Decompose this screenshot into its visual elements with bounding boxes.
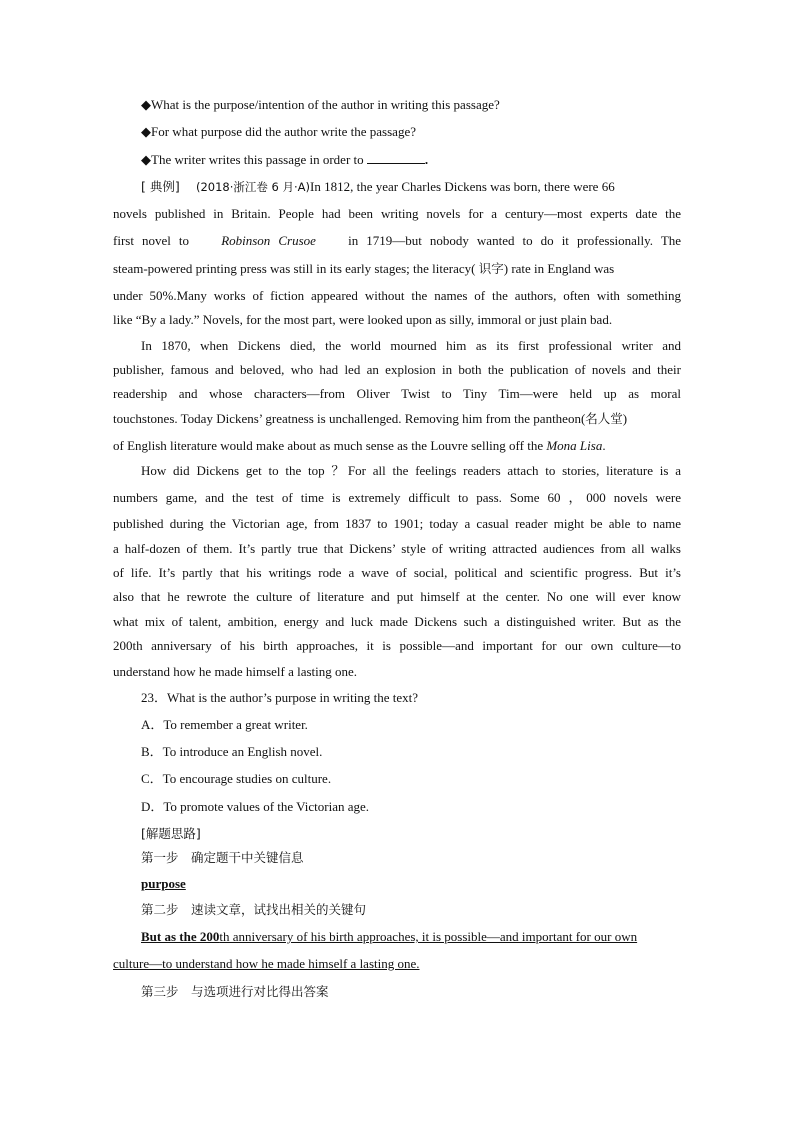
- analysis-step-3: 第三步 与选项进行对比得出答案: [141, 984, 329, 999]
- paragraph-1-line-4a: steam-powered printing press was still in its early stages; the literacy(: [113, 261, 476, 276]
- analysis-step-1: 第一步 确定题干中关键信息: [141, 850, 304, 865]
- question-stem: 23．What is the author’s purpose in writing the text?: [141, 690, 419, 705]
- paragraph-1-line-5: under 50%.Many works of fiction appeared without the names of the authors, often with something: [113, 288, 681, 303]
- paragraph-1-line-1: In 1812, the year Charles Dickens was born, there were 66: [310, 179, 615, 194]
- paragraph-1-line-6: like “By a lady.” Novels, for the most part, were looked upon as silly, immoral or just plain bad.: [113, 312, 613, 327]
- paragraph-3-line-1: How did Dickens get to the top ？For all the feelings readers attach to stories, literature is a: [141, 463, 681, 478]
- example-tag: [ 典例]: [141, 179, 180, 194]
- paragraph-3-line-2: numbers game, and the test of time is extremely difficult to pass. Some 60 ，000 novels were: [113, 490, 681, 505]
- paragraph-2-line-5: [113, 438, 681, 454]
- key-sentence-rest: th anniversary of his birth approaches, it is possible—and important for our own: [219, 929, 638, 944]
- paragraph-3-line-3: published during the Victorian age, from 1837 to 1901; today a casual reader might be able to name: [113, 516, 681, 531]
- paragraph-2-line-2: publisher, famous and beloved, who had led an explosion in both the publication of novels and their: [113, 362, 681, 377]
- paragraph-3-line-4: a half-dozen of them. It’s partly true that Dickens’ style of writing attracted audiences from all walks: [113, 541, 681, 556]
- bullet-question-3-text: ◆The writer writes this passage in order to: [141, 152, 364, 167]
- bullet-question-3-end: .: [424, 152, 429, 167]
- paragraph-1-line-2: novels published in Britain. People had been writing novels for a century—most experts date the: [113, 206, 681, 221]
- bullet-question-3: [141, 152, 681, 168]
- paragraph-2-line-4: [113, 411, 681, 427]
- key-sentence-line-2: culture—to understand how he made himself a lasting one.: [113, 956, 420, 971]
- paragraph-1-line-4: [113, 261, 681, 277]
- paragraph-3-line-6: also that he rewrote the culture of literature and put himself at the center. No one will ever know: [113, 589, 681, 604]
- key-sentence-bold: But as the 200: [141, 929, 220, 944]
- example-source: (2018·浙江卷 6 月·A): [195, 180, 311, 194]
- paragraph-3-line-7: what mix of talent, ambition, energy and luck made Dickens such a distinguished writer. But as the: [113, 614, 681, 629]
- analysis-title: [解题思路]: [141, 826, 201, 841]
- paragraph-2-line-4b: ): [622, 411, 628, 426]
- paragraph-2-line-5a: of English literature would make about as much sense as the Louvre selling off the: [113, 438, 544, 453]
- paragraph-2-line-5b: .: [602, 438, 606, 453]
- paragraph-3-line-9: understand how he made himself a lasting one.: [113, 664, 358, 679]
- paragraph-2-line-1: In 1870, when Dickens died, the world mourned him as its first professional writer and: [141, 338, 681, 353]
- paragraph-1-line-3b: in 1719—but nobody wanted to do it professionally. The: [348, 233, 682, 248]
- option-c: C．To encourage studies on culture.: [141, 771, 332, 786]
- example-line-1: [141, 179, 681, 195]
- bullet-question-2: ◆For what purpose did the author write the passage?: [141, 124, 416, 139]
- paragraph-3-line-5: of life. It’s partly that his writings rode a wave of social, political and scientific progress. But it’s: [113, 565, 681, 580]
- option-b: B．To introduce an English novel.: [141, 744, 323, 759]
- analysis-keyword: purpose: [141, 876, 186, 891]
- bullet-question-1: ◆What is the purpose/intention of the author in writing this passage?: [141, 97, 500, 112]
- painting-title-mona-lisa: Mona Lisa: [546, 438, 603, 453]
- paragraph-1-line-3a: first novel to: [113, 233, 190, 248]
- option-a: A．To remember a great writer.: [141, 717, 308, 732]
- book-title-robinson-crusoe: Robinson Crusoe: [221, 233, 316, 248]
- paragraph-2-line-4a: touchstones. Today Dickens’ greatness is unchallenged. Removing him from the pantheon(: [113, 411, 586, 426]
- gloss-literacy: 识字: [478, 261, 504, 276]
- answer-blank: [367, 152, 425, 164]
- option-d: D．To promote values of the Victorian age.: [141, 799, 370, 814]
- gloss-pantheon: 名人堂: [585, 411, 623, 426]
- key-sentence-line-1: [141, 929, 681, 945]
- paragraph-1-line-3: [113, 233, 681, 249]
- paragraph-1-line-4b: ) rate in England was: [503, 261, 615, 276]
- paragraph-2-line-3: readership and whose characters—from Oliver Twist to Tiny Tim—were held up as moral: [113, 386, 681, 401]
- paragraph-3-line-8: 200th anniversary of his birth approaches, it is possible—and important for our own culture—to: [113, 638, 681, 653]
- analysis-step-2: 第二步 速读文章，试找出相关的关键句: [141, 902, 367, 917]
